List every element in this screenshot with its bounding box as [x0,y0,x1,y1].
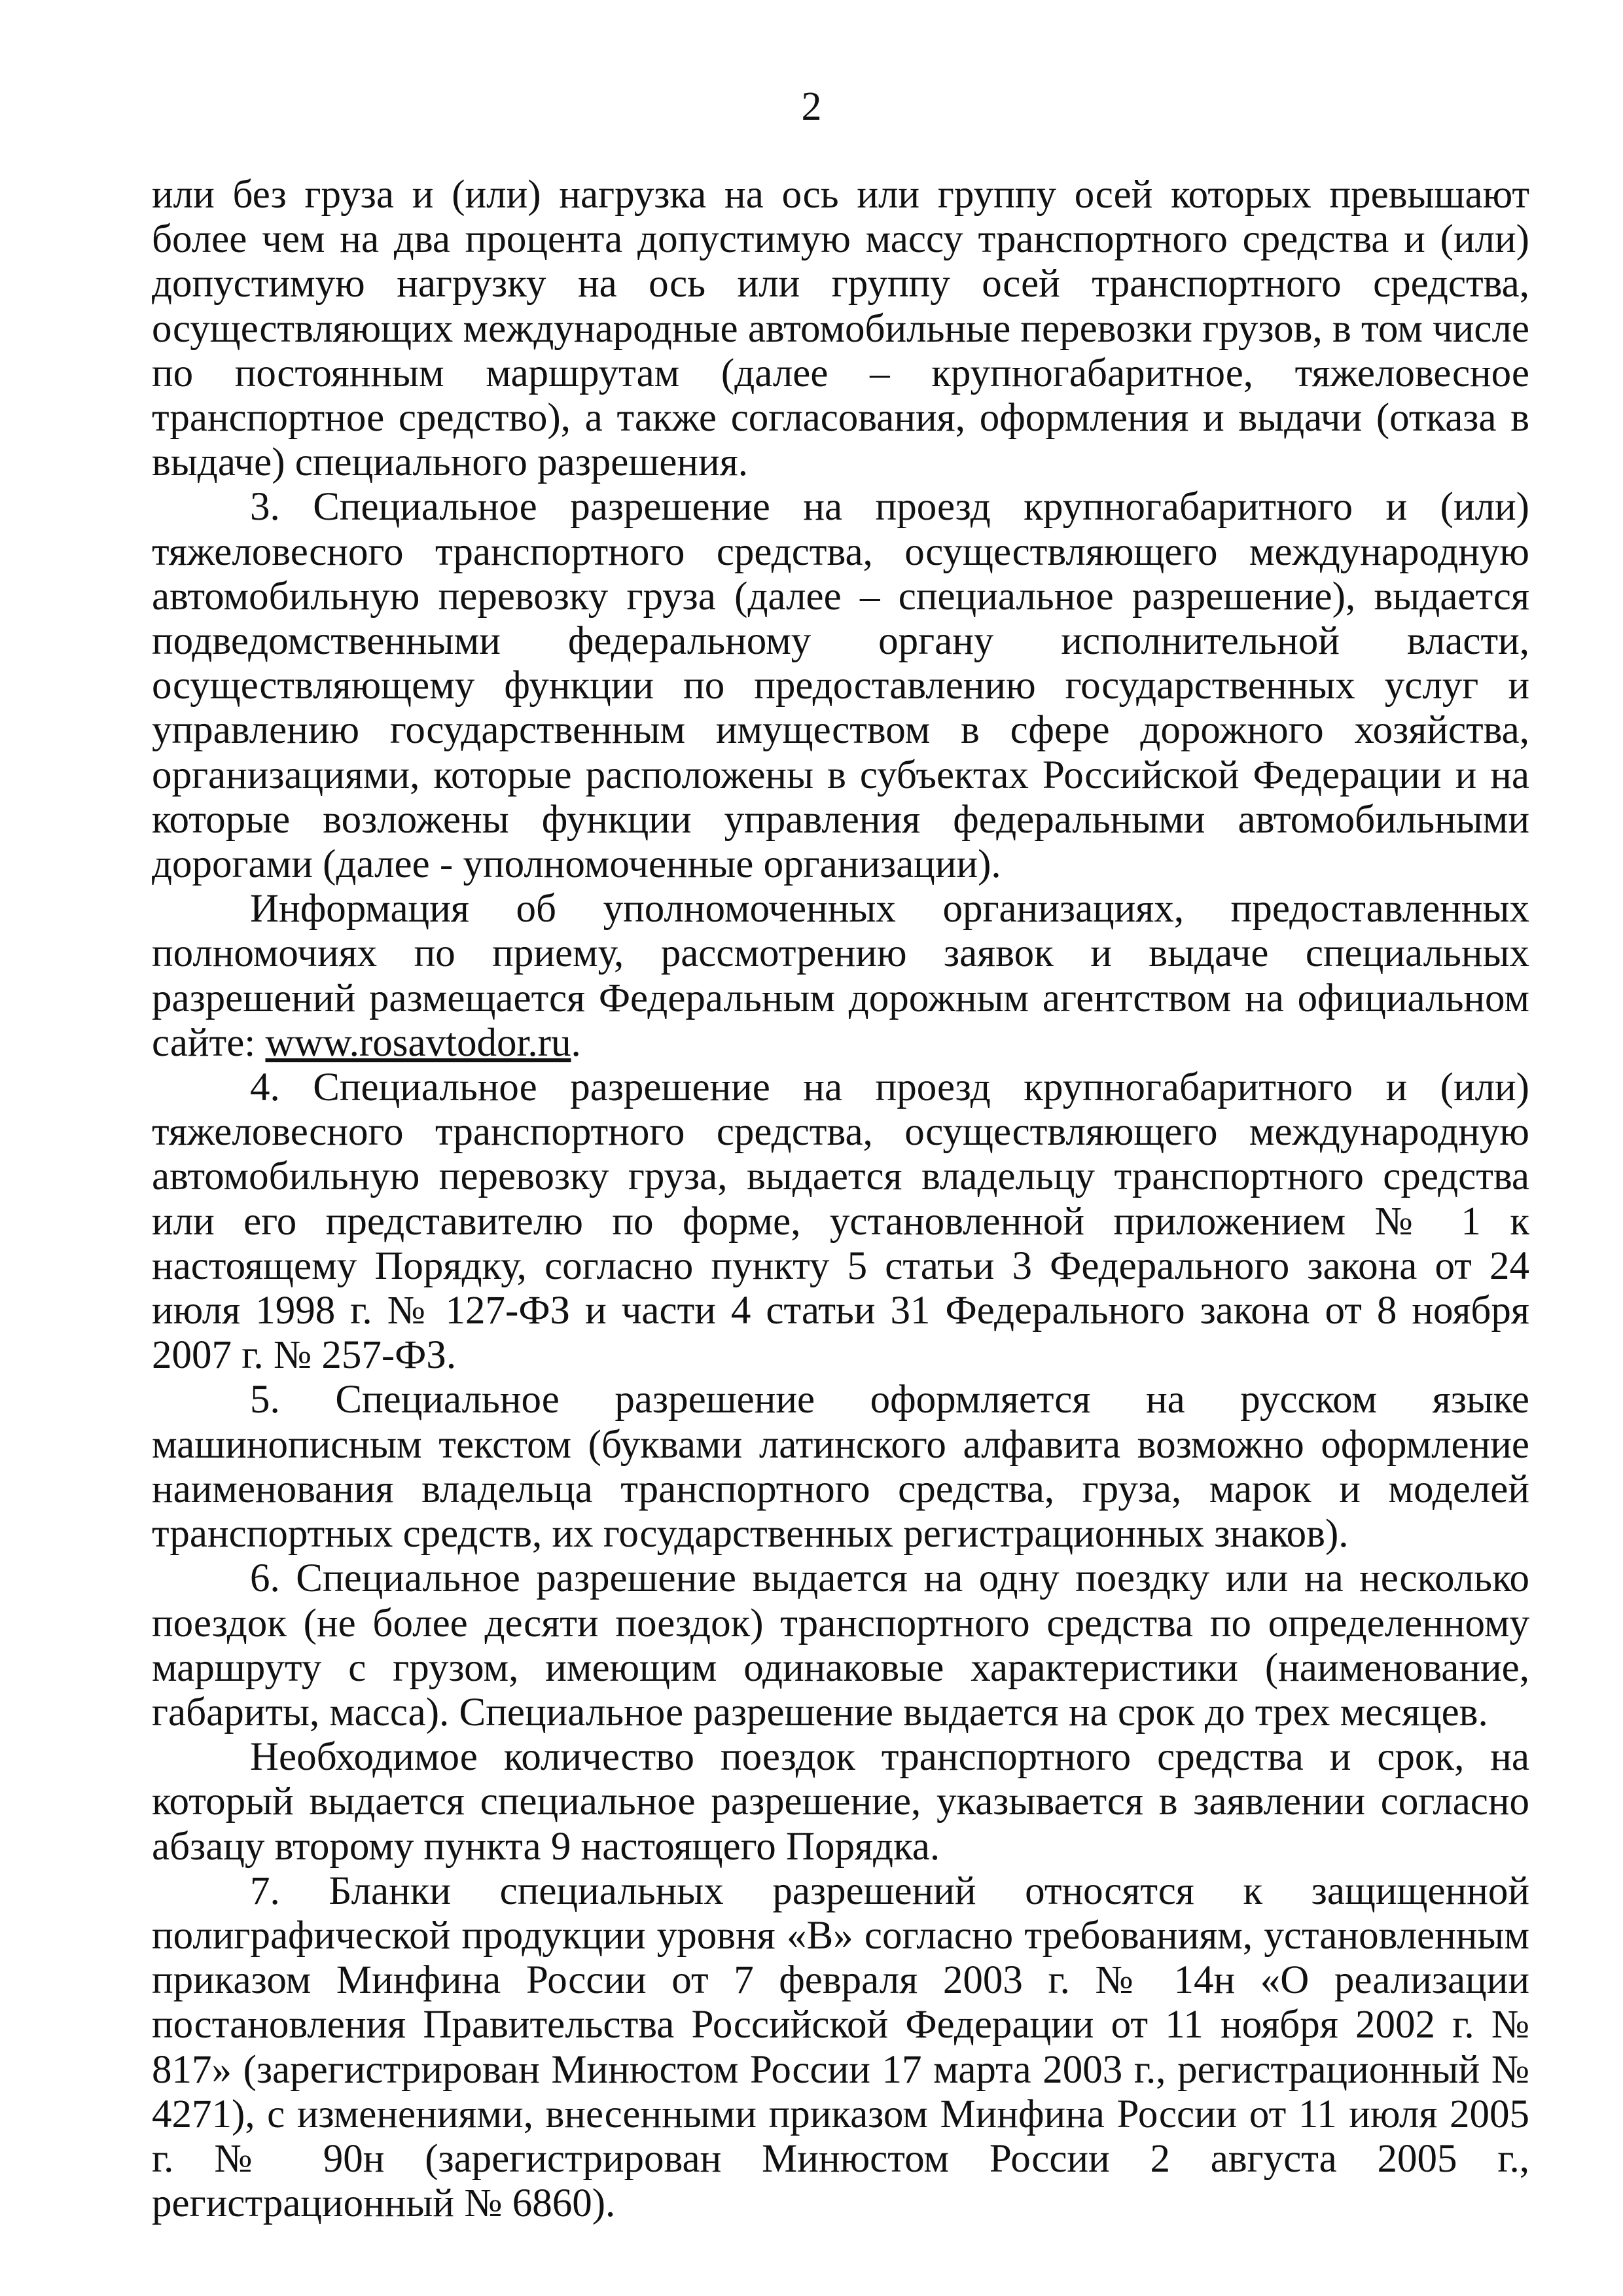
paragraph-info-text: Информация об уполномоченных организациях, предоставленных полномочиях по приему, рассмотрению заявок и выдаче специальных разрешений размещается Федеральным дорожным агентством на официальном сайте: [152,887,1529,1065]
paragraph-item-6: 6. Специальное разрешение выдается на одну поездку или на несколько поездок (не более десяти поездок) транспортного средства по определенному маршруту с грузом, имеющим одинаковые характеристики (наименование, габариты, масса). Специальное разрешение выдается на срок до трех месяцев. [152,1556,1529,1734]
paragraph-item-4: 4. Специальное разрешение на проезд крупногабаритного и (или) тяжеловесного транспортного средства, осуществляющего международную автомобильную перевозку груза, выдается владельцу транспортного средства или его представителю по форме, установленной приложением № 1 к настоящему Порядку, согласно пункту 5 статьи 3 Федерального закона от 24 июля 1998 г. № 127-ФЗ и части 4 статьи 31 Федерального закона от 8 ноября 2007 г. № 257-ФЗ. [152,1066,1529,1378]
paragraph-trips-term: Необходимое количество поездок транспортного средства и срок, на который выдается специальное разрешение, указывается в заявлении согласно абзацу второму пункта 9 настоящего Порядка. [152,1735,1529,1869]
paragraph-item-5: 5. Специальное разрешение оформляется на русском языке машинописным текстом (буквами латинского алфавита возможно оформление наименования владельца транспортного средства, груза, марок и моделей транспортных средств, их государственных регистрационных знаков). [152,1378,1529,1556]
page-number: 2 [801,84,822,129]
paragraph-continuation: или без груза и (или) нагрузка на ось или группу осей которых превышают более чем на два процента допустимую массу транспортного средства и (или) допустимую нагрузку на ось или группу осей транспортного средства, осуществляющих международные автомобильные перевозки грузов, в том числе по постоянным маршрутам (далее – крупногабаритное, тяжеловесное транспортное средство), а также согласования, оформления и выдачи (отказа в выдаче) специального разрешения. [152,173,1529,485]
paragraph-item-7: 7. Бланки специальных разрешений относятся к защищенной полиграфической продукции уровня «В» согласно требованиям, установленным приказом Минфина России от 7 февраля 2003 г. № 14н «О реализации постановления Правительства Российской Федерации от 11 ноября 2002 г. № 817» (зарегистрирован Минюстом России 17 марта 2003 г., регистрационный № 4271), с изменениями, внесенными приказом Минфина России от 11 июля 2005 г. № 90н (зарегистрирован Минюстом России 2 августа 2005 г., регистрационный № 6860). [152,1869,1529,2226]
document-body [152,173,1529,2226]
paragraph-item-3: 3. Специальное разрешение на проезд крупногабаритного и (или) тяжеловесного транспортного средства, осуществляющего международную автомобильную перевозку груза (далее – специальное разрешение), выдается подведомственными федеральному органу исполнительной власти, осуществляющему функции по предоставлению государственных услуг и управлению государственным имуществом в сфере дорожного хозяйства, организациями, которые расположены в субъектах Российской Федерации и на которые возложены функции управления федеральными автомобильными дорогами (далее - уполномоченные организации). [152,485,1529,887]
paragraph-info-tail: . [571,1020,581,1065]
website-link[interactable]: www.rosavtodor.ru [265,1020,571,1065]
paragraph-info-website [152,887,1529,1066]
